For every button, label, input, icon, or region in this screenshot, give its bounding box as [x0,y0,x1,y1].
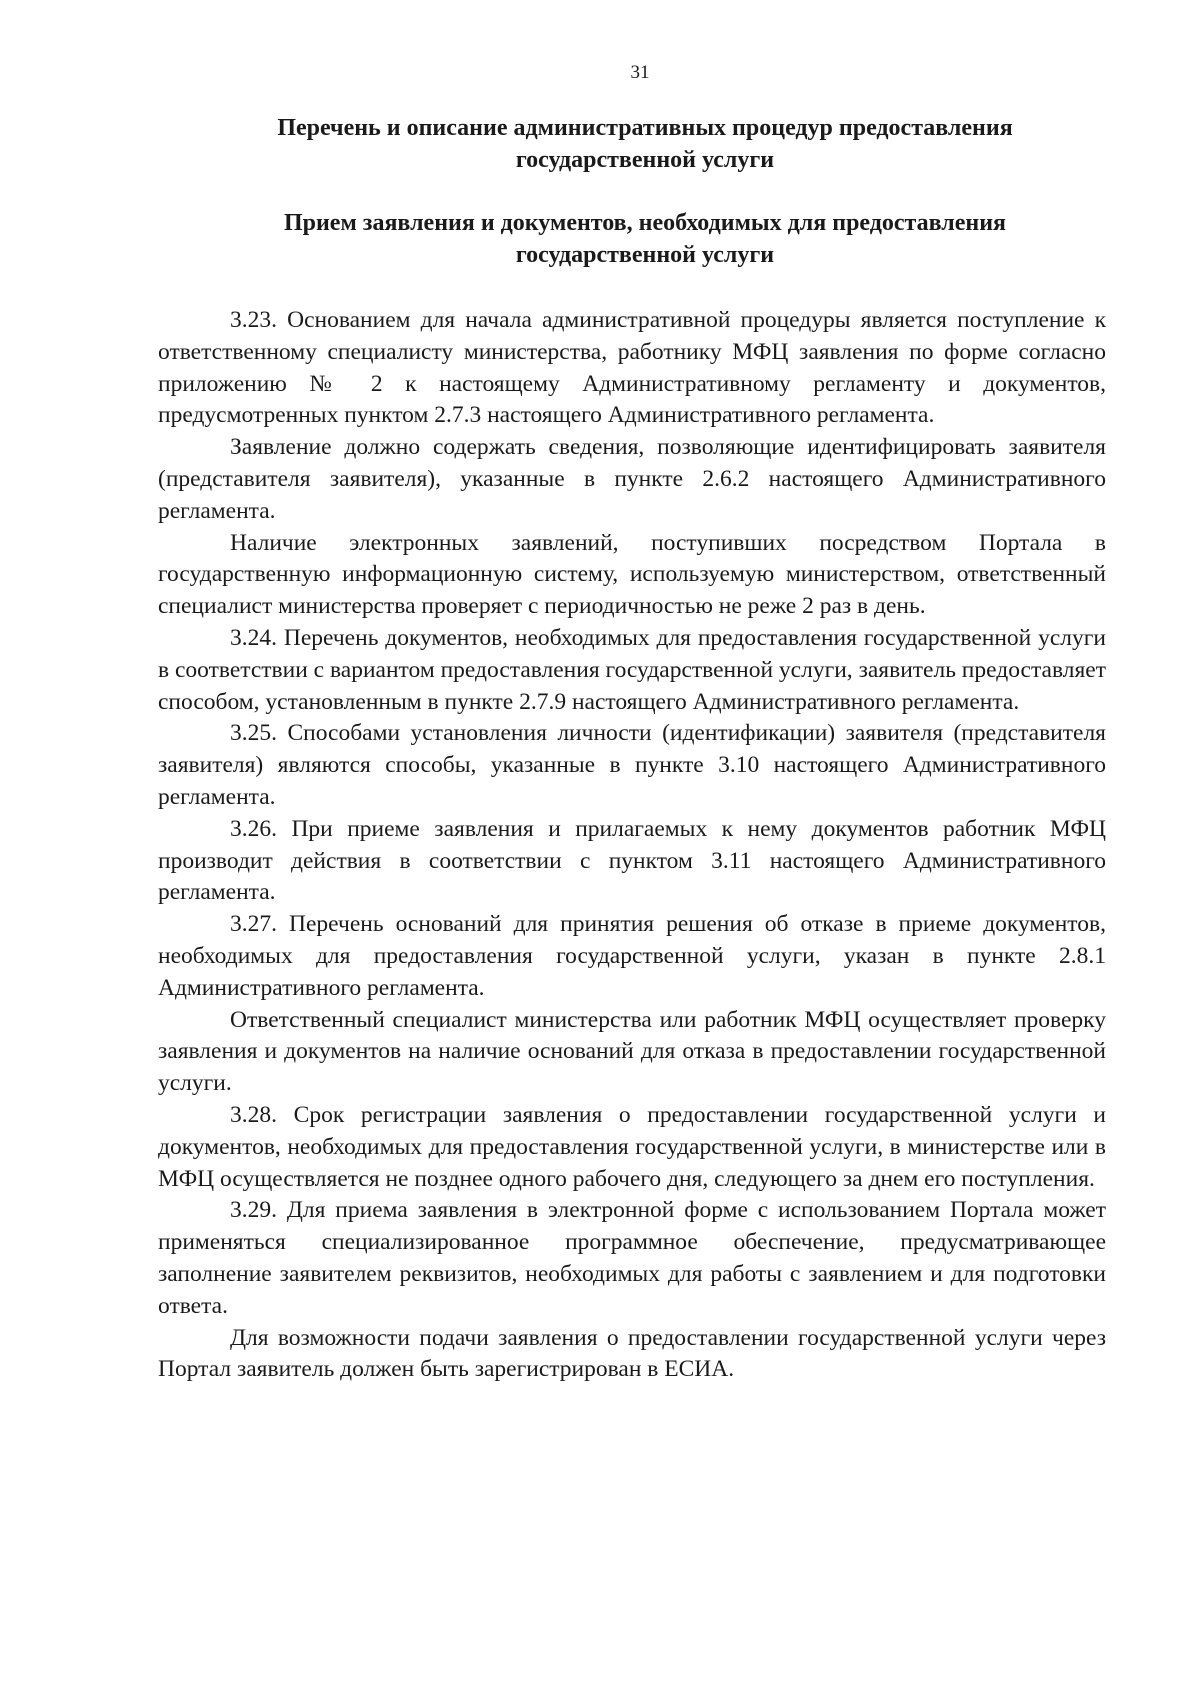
paragraph-esia-registration: Для возможности подачи заявления о предоставлении государственной услуги через Портал заявитель должен быть зарегистрирован в ЕСИА. [158,1324,1106,1383]
subsection-heading-line-2: государственной услуги [515,242,775,268]
paragraph-statement-content: Заявление должно содержать сведения, позволяющие идентифицировать заявителя (представителя заявителя), указанные в пункте 2.6.2 настоящего Административного регламента. [158,434,1106,524]
paragraph-3-28: 3.28. Срок регистрации заявления о предоставлении государственной услуги и документов, необходимых для предоставления государственной услуги, в министерстве или в МФЦ осуществляется не позднее одного рабочего дня, следующего за днем его поступления. [158,1101,1106,1192]
paragraph-electronic-statements: Наличие электронных заявлений, поступивших посредством Портала в государственную информационную систему, используемую министерством, ответственный специалист министерства проверяет с периодичностью не реже 2 раз в день. [158,529,1106,620]
paragraph-3-23: 3.23. Основанием для начала административной процедуры является поступление к ответственному специалисту министерства, работнику МФЦ заявления по форме согласно приложению № 2 к настоящему Административному регламенту и документов, предусмотренных пунктом 2.7.3 настоящего Административного регламента. [158,307,1106,429]
subsection-heading-line-1: Прием заявления и документов, необходимых для предоставления [283,210,1007,236]
paragraph-3-27: 3.27. Перечень оснований для принятия решения об отказе в приеме документов, необходимых для предоставления государственной услуги, указан в пункте 2.8.1 Административного регламента. [158,911,1106,1001]
page-number: 31 [630,62,650,83]
body-text [158,305,1106,1386]
section-heading-line-2: государственной услуги [515,147,775,173]
subsection-heading [160,207,1130,271]
paragraph-3-24: 3.24. Перечень документов, необходимых для предоставления государственной услуги в соответствии с вариантом предоставления государственной услуги, заявитель предоставляет способом, установленным в пункте 2.7.9 настоящего Административного регламента. [158,624,1106,715]
paragraph-3-25: 3.25. Способами установления личности (идентификации) заявителя (представителя заявителя) являются способы, указанные в пункте 3.10 настоящего Административного регламента. [158,720,1106,810]
paragraph-3-29: 3.29. Для приема заявления в электронной форме с использованием Портала может применяться специализированное программное обеспечение, предусматривающее заполнение заявителем реквизитов, необходимых для работы с заявлением и для подготовки ответа. [158,1197,1106,1319]
section-heading-line-1: Перечень и описание административных процедур предоставления [277,115,1013,141]
paragraph-3-26: 3.26. При приеме заявления и прилагаемых к нему документов работник МФЦ производит действия в соответствии с пунктом 3.11 настоящего Административного регламента. [158,815,1106,906]
paragraph-verification: Ответственный специалист министерства или работник МФЦ осуществляет проверку заявления и документов на наличие оснований для отказа в предоставлении государственной услуги. [158,1006,1106,1097]
section-heading [160,112,1130,176]
